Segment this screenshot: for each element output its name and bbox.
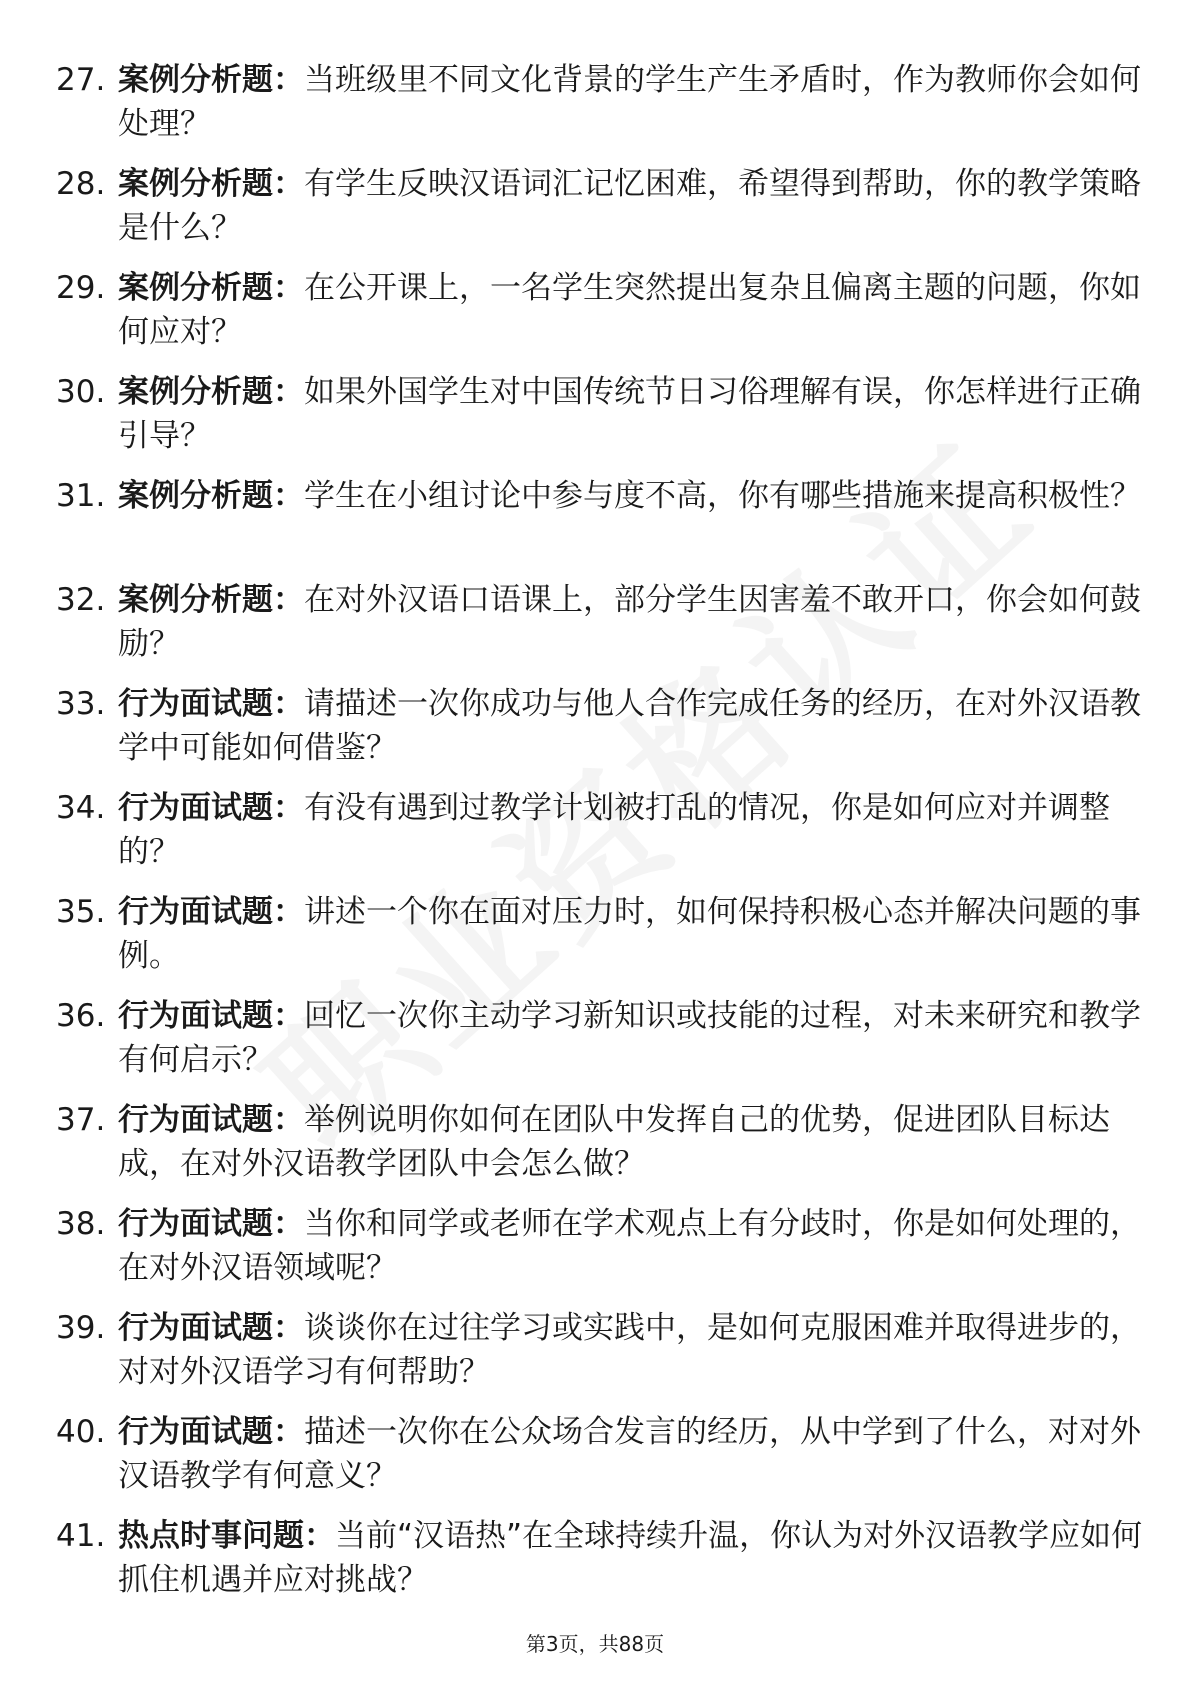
item-number: 29.	[56, 270, 106, 306]
item-text	[118, 994, 1158, 1082]
item-category: 行为面试题：	[118, 686, 304, 722]
item-text	[118, 1098, 1158, 1186]
list-item	[56, 360, 1141, 464]
item-text	[118, 1514, 1158, 1602]
item-category: 行为面试题：	[118, 1310, 304, 1346]
item-category: 行为面试题：	[118, 894, 304, 930]
item-number: 27.	[56, 62, 106, 98]
item-category: 案例分析题：	[118, 478, 304, 514]
page-footer: 第3页，共88页	[525, 1632, 665, 1656]
item-text	[118, 370, 1158, 458]
list-item	[56, 776, 1136, 880]
item-category: 案例分析题：	[118, 374, 304, 410]
item-text	[118, 1306, 1158, 1394]
item-category: 案例分析题：	[118, 62, 304, 98]
item-category: 行为面试题：	[118, 1206, 304, 1242]
item-number: 34.	[56, 790, 106, 826]
list-item	[56, 1296, 1141, 1400]
item-number: 39.	[56, 1310, 106, 1346]
item-body: 举例说明你如何在团队中发挥自己的优势，促进团队目标达成，在对外汉语教学团队中会怎么做？	[118, 1102, 1110, 1182]
item-number: 32.	[56, 582, 106, 618]
item-number: 28.	[56, 166, 106, 202]
item-body: 回忆一次你主动学习新知识或技能的过程，对未来研究和教学有何启示？	[118, 998, 1141, 1078]
item-text	[118, 266, 1158, 354]
item-body: 讲述一个你在面对压力时，如何保持积极心态并解决问题的事例。	[118, 894, 1141, 974]
item-number: 37.	[56, 1102, 106, 1138]
item-body: 当前“汉语热”在全球持续升温，你认为对外汉语教学应如何抓住机遇并应对挑战？	[118, 1518, 1143, 1598]
item-body: 有学生反映汉语词汇记忆困难，希望得到帮助，你的教学策略是什么？	[118, 166, 1141, 246]
list-item	[56, 152, 1141, 256]
list-item	[56, 48, 1141, 152]
item-category: 案例分析题：	[118, 582, 304, 618]
item-body: 描述一次你在公众场合发言的经历，从中学到了什么，对对外汉语教学有何意义？	[118, 1414, 1141, 1494]
question-list	[56, 48, 1143, 1608]
list-item	[56, 880, 1141, 984]
item-body: 请描述一次你成功与他人合作完成任务的经历，在对外汉语教学中可能如何借鉴？	[118, 686, 1141, 766]
item-body: 当班级里不同文化背景的学生产生矛盾时，作为教师你会如何处理？	[118, 62, 1141, 142]
list-item	[56, 672, 1141, 776]
list-item	[56, 1192, 1141, 1296]
item-category: 行为面试题：	[118, 998, 304, 1034]
item-number: 40.	[56, 1414, 106, 1450]
item-number: 30.	[56, 374, 106, 410]
item-body: 当你和同学或老师在学术观点上有分歧时，你是如何处理的，在对外汉语领域呢？	[118, 1206, 1141, 1286]
list-item	[56, 568, 1141, 672]
item-category: 行为面试题：	[118, 1102, 304, 1138]
item-text	[118, 58, 1158, 146]
list-item	[56, 1504, 1143, 1608]
item-text	[118, 474, 1158, 518]
item-category: 行为面试题：	[118, 790, 304, 826]
item-text	[118, 578, 1158, 666]
item-body: 在公开课上，一名学生突然提出复杂且偏离主题的问题，你如何应对？	[118, 270, 1141, 350]
item-category: 案例分析题：	[118, 270, 304, 306]
item-number: 38.	[56, 1206, 106, 1242]
item-body: 有没有遇到过教学计划被打乱的情况，你是如何应对并调整的？	[118, 790, 1110, 870]
item-text	[118, 1410, 1158, 1498]
list-item	[56, 256, 1141, 360]
item-number: 35.	[56, 894, 106, 930]
list-item	[56, 1088, 1136, 1192]
item-category: 案例分析题：	[118, 166, 304, 202]
item-number: 36.	[56, 998, 106, 1034]
list-item	[56, 1400, 1141, 1504]
item-number: 31.	[56, 478, 106, 514]
item-body: 学生在小组讨论中参与度不高，你有哪些措施来提高积极性？	[304, 478, 1141, 514]
list-item	[56, 984, 1141, 1088]
item-text	[118, 1202, 1158, 1290]
item-body: 在对外汉语口语课上，部分学生因害羞不敢开口，你会如何鼓励？	[118, 582, 1141, 662]
item-number: 41.	[56, 1518, 106, 1554]
item-number: 33.	[56, 686, 106, 722]
item-body: 如果外国学生对中国传统节日习俗理解有误，你怎样进行正确引导？	[118, 374, 1141, 454]
item-category: 热点时事问题：	[118, 1518, 335, 1554]
item-text	[118, 890, 1158, 978]
item-text	[118, 786, 1158, 874]
item-text	[118, 162, 1158, 250]
item-category: 行为面试题：	[118, 1414, 304, 1450]
item-body: 谈谈你在过往学习或实践中，是如何克服困难并取得进步的，对对外汉语学习有何帮助？	[118, 1310, 1141, 1390]
item-text	[118, 682, 1158, 770]
list-item	[56, 464, 1141, 568]
